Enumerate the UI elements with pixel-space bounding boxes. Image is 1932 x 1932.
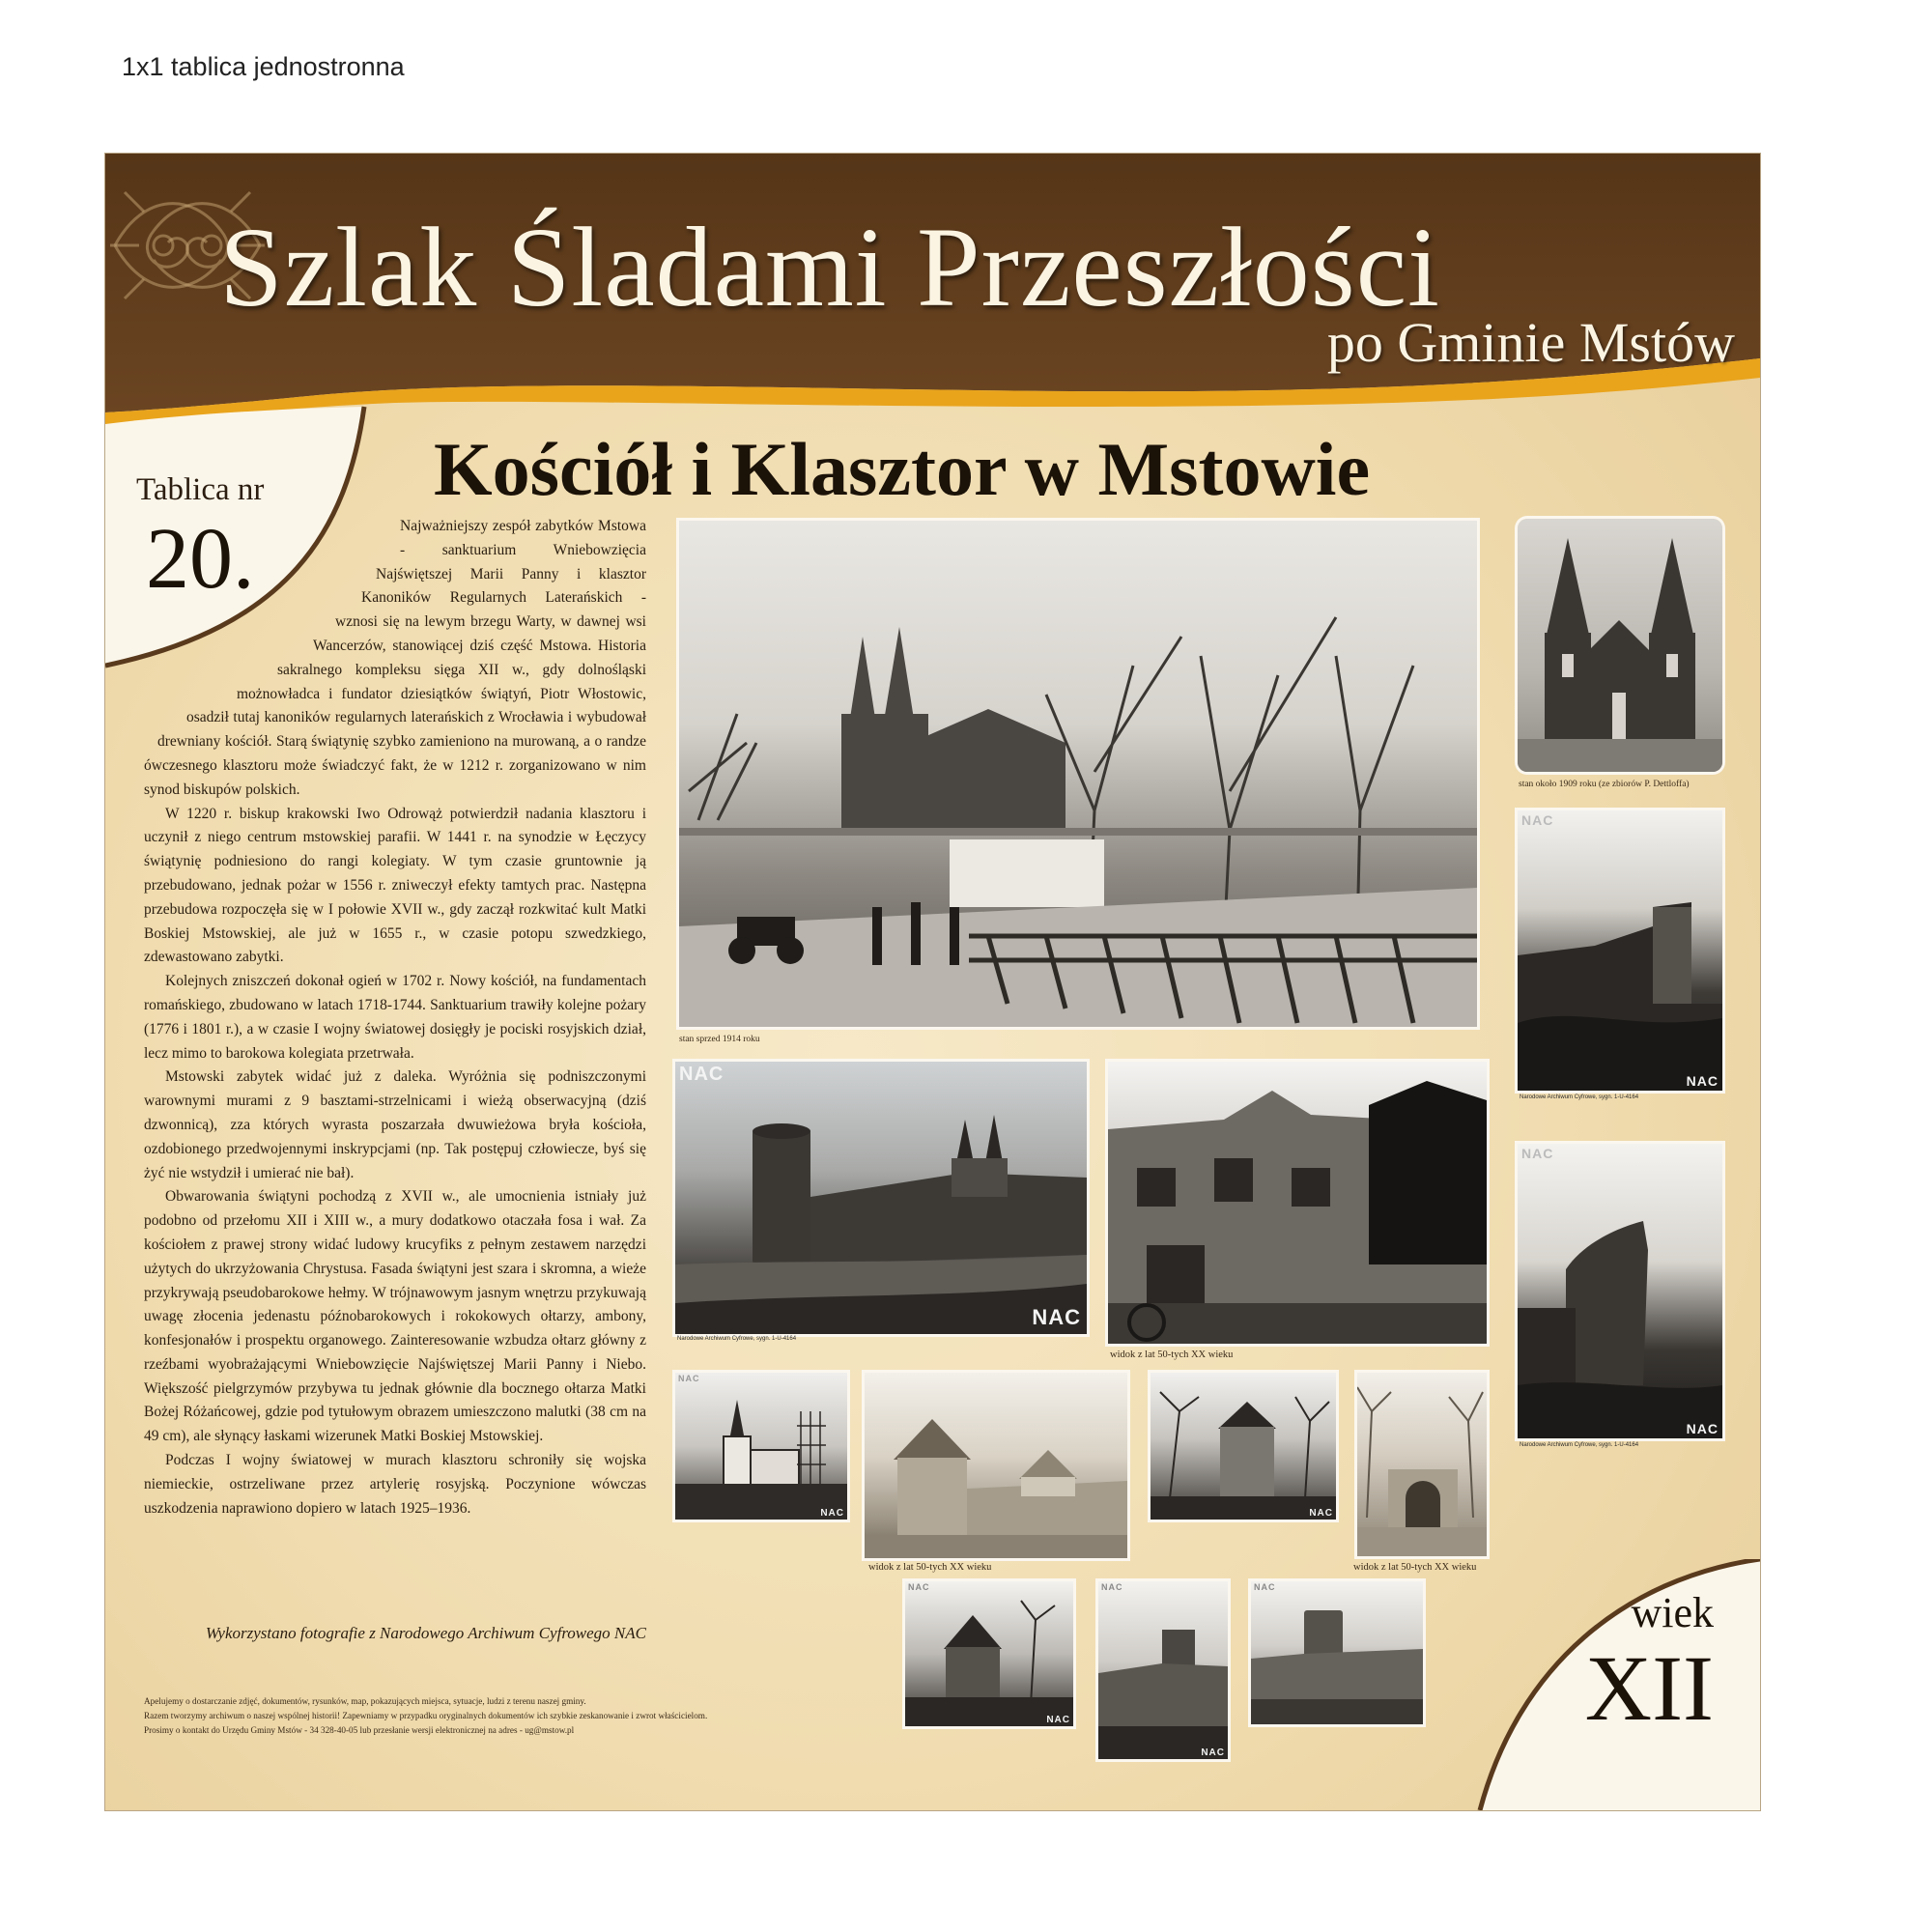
- nac-mark: NAC: [1686, 1073, 1719, 1089]
- photo-wall-ruin: [1518, 810, 1722, 1091]
- main-title: Szlak Śladami Przeszłości: [219, 204, 1440, 330]
- article-paragraph: Mstowski zabytek widać już z daleka. Wyróżnia się podniszczonymi warownymi murami z 9 basztami-strzelnicami i wieżą obserwacyjną (dziś dzwonnicą), zza których wyrasta poszarzała dwuwieżowa bryła kościoła, ozdobionego przedwojennymi inskrypcjami (np. Tak postępuj człowiecze, byś się żyć nie wstydził i umierać nie bał).: [144, 1068, 646, 1181]
- archive-ref: Narodowe Archiwum Cyfrowe, sygn. 1-U-4164: [1520, 1442, 1639, 1448]
- photo-tower-wall-1: [905, 1581, 1073, 1726]
- article-paragraph: W 1220 r. biskup krakowski Iwo Odrowąż potwierdził nadania klasztoru i uczynił z niego centrum mstowskiej parafii. W 1441 r. na synodzie w Łęczycy świątynię podniesiono do rangi kolegiaty. W tym czasie gruntownie ją przebudowano, jednak pożar w 1556 r. zniweczył efekty tamtych prac. Następna przebudowa rozpoczęła się w I połowie XVII w., gdy zaczął rozkwitać kult Matki Boskiej Mstowskiej, ale już w 1655 r., w czasie potopu szwedzkiego, zdewastowano zabytki.: [144, 805, 646, 966]
- section-title: Kościół i Klasztor w Mstowie: [434, 427, 1371, 511]
- nac-mark: NAC: [678, 1374, 700, 1383]
- caption-main-photo: stan sprzed 1914 roku: [679, 1035, 760, 1044]
- article-paragraph: Podczas I wojny światowej w murach klasztoru schroniły się wojska niemieckie, ostrzeliwane przez artylerię rosyjską. Poczynione wówczas uszkodzenia naprawiono dopiero w latach 1925–1936.: [144, 1452, 646, 1517]
- photo-ruined-building: [1108, 1062, 1487, 1344]
- nac-mark: NAC: [820, 1508, 844, 1519]
- article-paragraph: Najważniejszy zespół zabytków Mstowa - sanktuarium Wniebowzięcia Najświętszej Marii Panny i klasztor Kanoników Regularnych Laterańskich - wznosi się na lewym brzegu Warty, w dawnej wsi Wancerzów, stanowiącej dziś część Mstowa. Historia sakralnego kompleksu sięga XII w., gdy dolnośląski możnowładca i fundator dziesiątków świątyń, Piotr Włostowic, osadził tutaj kanoników regularnych laterańskich z Wrocławia i wybudował drewniany kościół. Starą świątynię szybko zamieniono na murowaną, a o randze ówczesnego klasztoru może świadczyć fakt, że w 1212 r. zorganizowano w nim synod biskupów polskich.: [144, 518, 646, 798]
- archive-ref: Narodowe Archiwum Cyfrowe, sygn. 1-U-4164: [1520, 1094, 1639, 1100]
- photo-tower-ruin: [1518, 1144, 1722, 1438]
- footnote-line: Razem tworzymy archiwum o naszej wspólnej historii! Zapewniamy w przypadku oryginalnych dokumentów ich szybkie zeskanowanie i zwrot właścicielom.: [144, 1711, 708, 1720]
- nac-mark: NAC: [1032, 1305, 1081, 1329]
- footnote-line: Apelujemy o dostarczanie zdjęć, dokumentów, rysunków, map, pokazujących miejsca, sytuacje, ludzi z terenu naszej gminy.: [144, 1696, 586, 1706]
- photo-credit: Wykorzystano fotografie z Narodowego Archiwum Cyfrowego NAC: [205, 1624, 646, 1642]
- photo-tower-trees: [1151, 1373, 1336, 1520]
- nac-mark: NAC: [1254, 1582, 1276, 1592]
- photo-tower-wall-2: [1098, 1581, 1228, 1759]
- nac-mark: NAC: [1201, 1747, 1225, 1758]
- nac-mark: NAC: [1521, 812, 1554, 828]
- caption-round-tower: widok z lat 50-tych XX wieku: [868, 1562, 992, 1573]
- board-number: 20.: [146, 511, 255, 607]
- caption-gate: widok z lat 50-tych XX wieku: [1353, 1562, 1477, 1573]
- century-label: wiek: [1631, 1589, 1714, 1636]
- article-paragraph: Obwarowania świątyni pochodzą z XVII w., ale umocnienia istniały już podobno od przełomu XII i XIII w., a mury dodatkowo otaczała fosa i wał. Za kościołem z prawej strony widać ludowy krucyfiks z pełnym zestawem narzędzi użytych do ukrzyżowania Chrystusa. Fasada świątyni jest szara i skromna, a wieże przykrywają pseudobarokowe hełmy. W trójnawowym jasnym wnętrzu przykuwają uwagę złocenia jedenastu późnobarokowych i rokokowych ołtarzy, ambony, konfesjonałów i prospektu organowego. Zainteresowanie wzbudza ołtarz główny z rzeźbami wyobrażającymi Wniebowzięcie Najświętszej Marii Panny i Niebo. Większość pielgrzymów przybywa tu jednak głównie dla bocznego ołtarza Matki Bożej Różańcowej, gdzie pod tytułowym obrazem umieszczono malutki (38 cm na 49 cm), ale słynący łaskami wizerunek Matki Boskiej Mstowskiej.: [144, 1188, 646, 1445]
- footnote: [144, 1694, 878, 1738]
- board-number-label: Tablica nr: [136, 472, 265, 507]
- nac-mark: NAC: [1521, 1146, 1554, 1161]
- article-text: [144, 515, 646, 1520]
- photo-tower-wall-3: [1251, 1581, 1423, 1724]
- footnote-line: Prosimy o kontakt do Urzędu Gminy Mstów - 34 328-40-05 lub przesłanie wersji elektronicznej na adres - ug@mstow.pl: [144, 1725, 575, 1735]
- photo-walls-tower: [675, 1062, 1087, 1334]
- nac-mark: NAC: [1046, 1715, 1070, 1725]
- nac-mark: NAC: [1309, 1508, 1333, 1519]
- photo-round-tower: [865, 1373, 1127, 1558]
- spec-label: 1x1 tablica jednostronna: [122, 52, 405, 81]
- photo-church-bridge: [679, 521, 1477, 1027]
- nac-mark: NAC: [679, 1064, 724, 1085]
- photo-church-facade: [1518, 519, 1722, 772]
- nac-mark: NAC: [1101, 1582, 1123, 1592]
- info-board: [104, 153, 1761, 1811]
- photo-gate: [1357, 1373, 1487, 1556]
- article-paragraph: Kolejnych zniszczeń dokonał ogień w 1702 r. Nowy kościół, na fundamentach romańskiego, zbudowano w latach 1718-1744. Sanktuarium trawiły kolejne pożary (1776 i 1801 r.), a w czasie I wojny światowej dosięgły je pociski rosyjskich dział, lecz mimo to barokowa kolegiata przetrwała.: [144, 973, 646, 1062]
- century: XII: [1584, 1636, 1714, 1740]
- nac-mark: NAC: [1686, 1421, 1719, 1436]
- subtitle: po Gminie Mstów: [1326, 311, 1735, 374]
- archive-ref: Narodowe Archiwum Cyfrowe, sygn. 1-U-4164: [677, 1336, 797, 1342]
- caption-ruined-building: widok z lat 50-tych XX wieku: [1110, 1350, 1234, 1360]
- photo-church-scaffold: [675, 1373, 847, 1520]
- caption-facade-photo: stan około 1909 roku (ze zbiorów P. Dettloffa): [1519, 780, 1690, 789]
- nac-mark: NAC: [908, 1582, 930, 1592]
